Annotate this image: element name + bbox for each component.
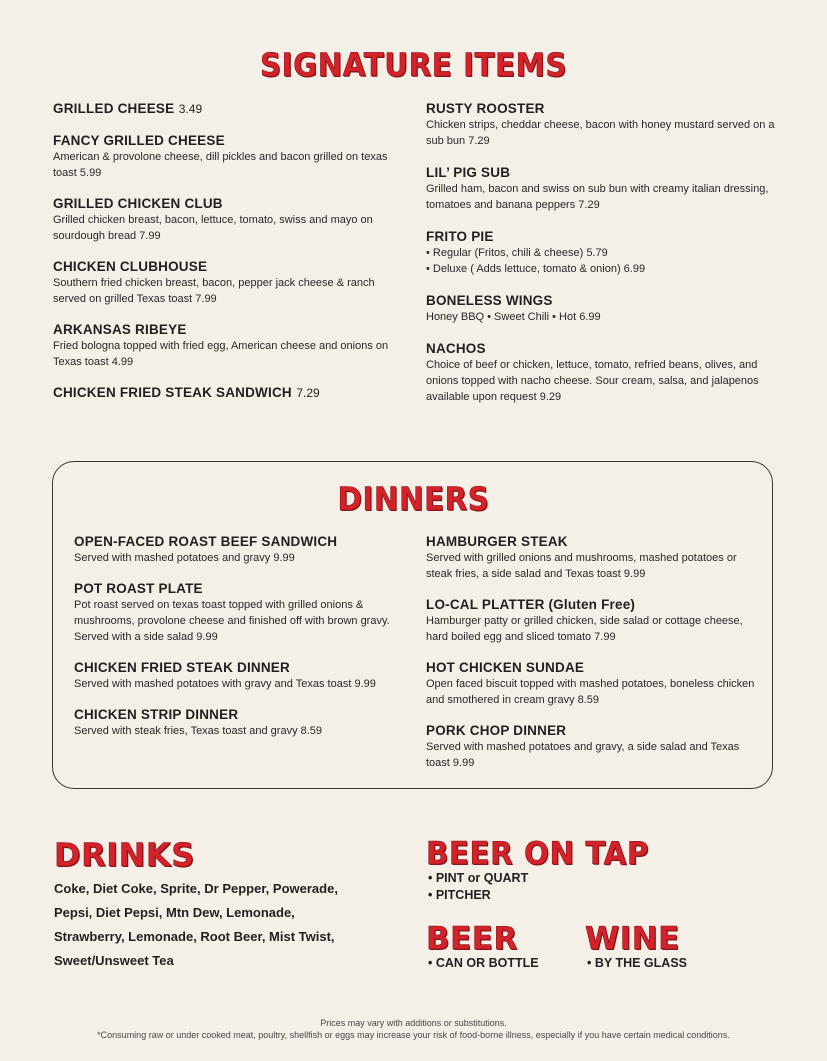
- list-item: • BY THE GLASS: [587, 956, 687, 970]
- item-name: BONELESS WINGS: [426, 293, 553, 308]
- item-description: Grilled chicken breast, bacon, lettuce, tomato, swiss and mayo on sourdough bread 7.99: [53, 214, 373, 242]
- item-name: HAMBURGER STEAK: [426, 534, 568, 549]
- item-description: Fried bologna topped with fried egg, American cheese and onions on Texas toast 4.99: [53, 340, 389, 368]
- drinks-line: Coke, Diet Coke, Sprite, Dr Pepper, Powerade,: [54, 881, 338, 896]
- menu-item: [426, 340, 781, 405]
- signature-items-heading: SIGNATURE ITEMS: [259, 46, 568, 84]
- item-description: Served with mashed potatoes and gravy, a side salad and Texas toast 9.99: [426, 741, 740, 769]
- item-name: RUSTY ROOSTER: [426, 101, 545, 116]
- item-description: Grilled ham, bacon and swiss on sub bun with creamy italian dressing, tomatoes and banana peppers 7.29: [426, 183, 769, 211]
- item-description: Southern fried chicken breast, bacon, pepper jack cheese & ranch served on grilled Texas toast 7.99: [53, 277, 375, 305]
- item-price: 3.49: [178, 102, 203, 116]
- menu-item: [426, 100, 781, 149]
- menu-item: [426, 722, 761, 771]
- signature-left-column: [53, 100, 403, 416]
- menu-item: [53, 384, 403, 402]
- item-name: CHICKEN FRIED STEAK SANDWICH: [53, 385, 292, 400]
- beer-on-tap-heading: BEER ON TAP: [426, 836, 649, 872]
- menu-item: [426, 596, 761, 645]
- menu-item: [74, 533, 404, 566]
- item-description: Open faced biscuit topped with mashed potatoes, boneless chicken and smothered in cream gravy 8.59: [426, 678, 755, 706]
- item-description: Choice of beef or chicken, lettuce, tomato, refried beans, olives, and onions topped with nacho cheese. Sour cream, salsa, and jalapenos available upon request 9.29: [426, 359, 759, 403]
- item-name: CHICKEN STRIP DINNER: [74, 707, 239, 722]
- item-option: • Deluxe ( Adds lettuce, tomato & onion) 6.99: [426, 263, 646, 275]
- item-name: PORK CHOP DINNER: [426, 723, 567, 738]
- item-name: OPEN-FACED ROAST BEEF SANDWICH: [74, 534, 338, 549]
- item-description: Served with steak fries, Texas toast and gravy 8.59: [74, 725, 323, 737]
- beer-on-tap-list: [428, 870, 528, 904]
- item-name: LO-CAL PLATTER (Gluten Free): [426, 597, 636, 612]
- dinners-heading: DINNERS: [337, 480, 490, 518]
- item-description: Served with mashed potatoes and gravy 9.99: [74, 552, 295, 564]
- menu-item: [74, 659, 404, 692]
- item-description: Honey BBQ • Sweet Chili • Hot 6.99: [426, 311, 601, 323]
- item-name: ARKANSAS RIBEYE: [53, 322, 187, 337]
- menu-item: [426, 292, 781, 325]
- food-safety-disclaimer: *Consuming raw or under cooked meat, poultry, shellfish or eggs may increase your risk of food-borne illness, especially if you have certain medical conditions.: [97, 1030, 730, 1040]
- menu-item: [426, 228, 781, 277]
- menu-item: [53, 258, 403, 307]
- list-item: • PINT or QUART: [428, 871, 529, 885]
- wine-heading: WINE: [585, 921, 680, 957]
- item-description: Served with grilled onions and mushrooms, mashed potatoes or steak fries, a side salad and Texas toast 9.99: [426, 552, 737, 580]
- item-description: Pot roast served on texas toast topped with grilled onions & mushrooms, provolone cheese and finished off with brown gravy. Served with a side salad 9.99: [74, 599, 390, 643]
- menu-item: [53, 321, 403, 370]
- menu-item: [426, 659, 761, 708]
- item-description: Served with mashed potatoes with gravy and Texas toast 9.99: [74, 678, 376, 690]
- menu-item: [53, 100, 403, 118]
- beer-list: [428, 955, 539, 972]
- menu-item: [74, 580, 404, 645]
- item-name: NACHOS: [426, 341, 486, 356]
- item-name: GRILLED CHEESE: [53, 101, 175, 116]
- drinks-line: Strawberry, Lemonade, Root Beer, Mist Twist,: [54, 929, 335, 944]
- item-name: CHICKEN CLUBHOUSE: [53, 259, 208, 274]
- price-disclaimer: Prices may vary with additions or substitutions.: [320, 1018, 507, 1028]
- item-name: CHICKEN FRIED STEAK DINNER: [74, 660, 290, 675]
- drinks-heading: DRINKS: [54, 836, 195, 874]
- menu-item: [426, 164, 781, 213]
- wine-list: [587, 955, 687, 972]
- item-description: Chicken strips, cheddar cheese, bacon with honey mustard served on a sub bun 7.29: [426, 119, 775, 147]
- item-description: American & provolone cheese, dill pickles and bacon grilled on texas toast 5.99: [53, 151, 388, 179]
- menu-item: [53, 195, 403, 244]
- item-name: FANCY GRILLED CHEESE: [53, 133, 225, 148]
- item-name: HOT CHICKEN SUNDAE: [426, 660, 585, 675]
- drinks-list: [54, 877, 384, 973]
- drinks-line: Sweet/Unsweet Tea: [54, 953, 174, 968]
- item-name: LIL’ PIG SUB: [426, 165, 511, 180]
- item-price: 7.29: [296, 386, 320, 400]
- dinners-right-column: [426, 533, 761, 785]
- item-option: • Regular (Fritos, chili & cheese) 5.79: [426, 247, 608, 259]
- item-name: POT ROAST PLATE: [74, 581, 203, 596]
- dinners-left-column: [74, 533, 404, 753]
- menu-item: [74, 706, 404, 739]
- item-description: Hamburger patty or grilled chicken, side salad or cottage cheese, hard boiled egg and sliced tomato 7.99: [426, 615, 743, 643]
- drinks-line: Pepsi, Diet Pepsi, Mtn Dew, Lemonade,: [54, 905, 295, 920]
- item-name: FRITO PIE: [426, 229, 494, 244]
- list-item: • PITCHER: [428, 888, 491, 902]
- item-name: GRILLED CHICKEN CLUB: [53, 196, 223, 211]
- signature-right-column: [426, 100, 781, 420]
- beer-heading: BEER: [426, 921, 518, 957]
- menu-item: [426, 533, 761, 582]
- list-item: • CAN OR BOTTLE: [428, 956, 539, 970]
- menu-item: [53, 132, 403, 181]
